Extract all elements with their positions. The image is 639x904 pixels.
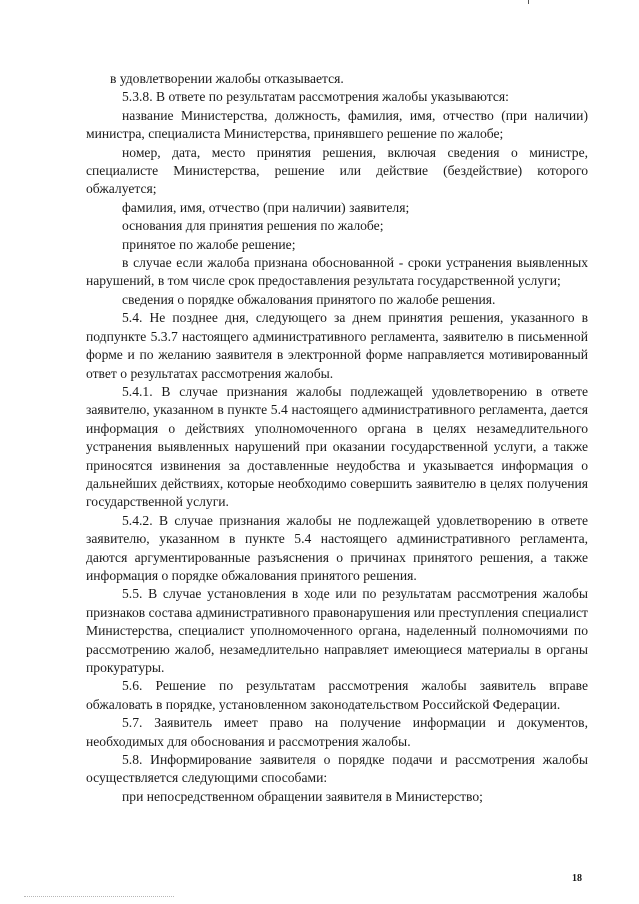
scan-artifact xyxy=(24,896,174,899)
paragraph: 5.3.8. В ответе по результатам рассмотрения жалобы указываются: xyxy=(122,89,509,105)
paragraph: сведения о порядке обжалования принятого по жалобе решения. xyxy=(122,291,496,307)
paragraph: 5.4.1. В случае признания жалобы подлежащей удовлетворению в ответе заявителю, указанном в пункте 5.4 настоящего административного регламента, дается информация о действиях уполномоченного органа в целях незамедлительного устранения выявленных нарушений при оказании государственной услуги, а также приносятся извинения за доставленные неудобства и указывается информация о дальнейших действиях, которые необходимо совершить заявителю в целях получения государственной услуги. xyxy=(86,383,588,510)
paragraph: 5.4. Не позднее дня, следующего за днем принятия решения, указанного в подпункте 5.3.7 настоящего административного регламента, заявителю в письменной форме и по желанию заявителя в электронной форме направляется мотивированный ответ о результатах рассмотрения жалобы. xyxy=(86,310,588,381)
paragraph: в случае если жалоба признана обоснованной - сроки устранения выявленных нарушений, в том числе срок предоставления результата государственной услуги; xyxy=(86,255,588,289)
paragraph: принятое по жалобе решение; xyxy=(122,236,296,252)
paragraph: 5.8. Информирование заявителя о порядке подачи и рассмотрения жалобы осуществляется следующими способами: xyxy=(86,752,588,786)
scan-tick-mark xyxy=(528,0,529,4)
paragraph: основания для принятия решения по жалобе; xyxy=(122,218,384,234)
page-number: 18 xyxy=(572,873,582,884)
paragraph: 5.5. В случае установления в ходе или по результатам рассмотрения жалобы признаков состава административного правонарушения или преступления специалист Министерства, специалист уполномоченного органа, наделенный полномочиями по рассмотрению жалоб, незамедлительно направляет имеющиеся материалы в органы прокуратуры. xyxy=(86,586,588,675)
paragraph: номер, дата, место принятия решения, включая сведения о министре, специалисте Министерства, решение или действие (бездействие) которого обжалуется; xyxy=(86,144,588,197)
paragraph: фамилия, имя, отчество (при наличии) заявителя; xyxy=(122,199,410,215)
paragraph: название Министерства, должность, фамилия, имя, отчество (при наличии) министра, специалиста Министерства, принявшего решение по жалобе; xyxy=(86,107,588,142)
paragraph: 5.4.2. В случае признания жалобы не подлежащей удовлетворению в ответе заявителю, указанном в пункте 5.4 настоящего административного регламента, даются аргументированные разъяснения о причинах принятого решения, а также информация о порядке обжалования принятого решения. xyxy=(86,512,588,583)
paragraph: в удовлетворении жалобы отказывается. xyxy=(110,71,344,86)
document-body xyxy=(86,70,588,806)
paragraph: при непосредственном обращении заявителя в Министерство; xyxy=(122,788,483,804)
paragraph: 5.6. Решение по результатам рассмотрения жалобы заявитель вправе обжаловать в порядке, установленном законодательством Российской Федерации. xyxy=(86,678,588,712)
paragraph: 5.7. Заявитель имеет право на получение информации и документов, необходимых для обоснования и рассмотрения жалобы. xyxy=(86,715,588,749)
